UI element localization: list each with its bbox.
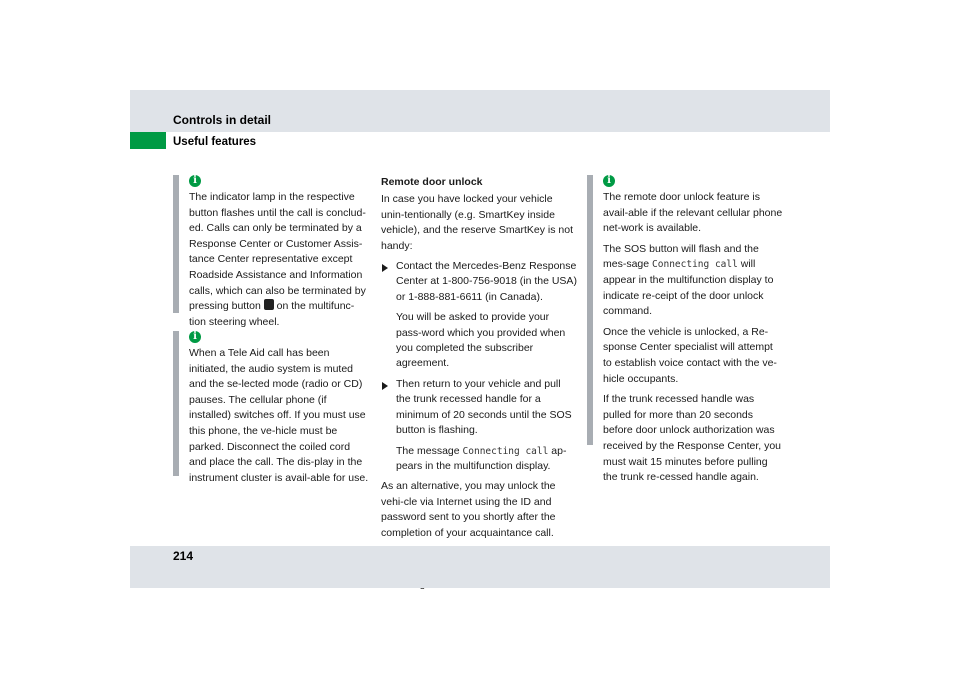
note-text: The remote door unlock feature is avail-able if the relevant cellular phone net-work is available. [603, 191, 783, 235]
alternative-text: As an alternative, you may unlock the vehi-cle via Internet using the ID and password sent to you shortly after the completion of your acquaintance call. [381, 480, 556, 539]
info-note-call-termination [173, 175, 369, 328]
note-text: If the trunk recessed handle was pulled for more than 20 seconds before door unlock authorization was received by the Response Center, you must wait 15 minutes before pulling the trunk re-cessed handle again. [603, 393, 782, 484]
display-message: Connecting call [462, 445, 549, 457]
info-note-tele-aid [173, 331, 369, 484]
footer-band [130, 546, 830, 588]
end-call-button-icon [264, 299, 274, 310]
info-note-remote-unlock [587, 175, 783, 484]
step-note: The message Connecting call ap-pears in the multifunction display. [396, 444, 567, 472]
remote-door-unlock-section [381, 175, 577, 597]
section-title: Controls in detail [173, 113, 272, 127]
section-marker [130, 132, 166, 149]
note-text: When a Tele Aid call has been initiated, the audio system is muted and the se-lected mode (radio or CD) pauses. The cellular phone (if installed) switches off. If you must use this phone, the ve-hicle must be parked. Disconnect the coiled cord and place the call. The dis-play in the instrument cluster is avail-able for use. [189, 347, 369, 484]
intro-text: In case you have locked your vehicle unin-tentionally (e.g. SmartKey inside vehicle), and the reserve SmartKey is not handy: [381, 193, 574, 252]
note-text: The indicator lamp in the respective button flashes until the call is conclud-ed. Calls can only be terminated by a Response Center or Customer Assis-tance Center representative except Roadside Assistance and Information calls, which can also be terminated by pressing button on the multifunc-tion steering wheel. [189, 191, 366, 328]
display-message: Connecting call [652, 259, 738, 271]
info-icon: i [189, 331, 201, 343]
step-note: You will be asked to provide your pass-word which you provided when you completed the subscriber agreement. [396, 311, 566, 370]
info-icon: i [189, 175, 201, 187]
step-pull-trunk-handle: Then return to your vehicle and pull the trunk recessed handle for a minimum of 20 seconds until the SOS button is flashing. [381, 377, 577, 439]
note-text: Once the vehicle is unlocked, a Re-sponse Center specialist will attempt to establish voice contact with the ve-hicle occupants. [603, 325, 777, 385]
note-text: The SOS button will flash and the mes-sage Connecting call will appear in the multifunction display to indicate re-ceipt of the door unlock command. [603, 242, 774, 318]
step-contact-response-center: Contact the Mercedes-Benz Response Center at 1-800-756-9018 (in the USA) or 1-888-881-6611 (in Canada). [381, 259, 577, 305]
page-number: 214 [173, 549, 194, 563]
section-heading: Remote door unlock [381, 176, 483, 188]
info-icon: i [603, 175, 615, 187]
subsection-title: Useful features [173, 136, 257, 148]
